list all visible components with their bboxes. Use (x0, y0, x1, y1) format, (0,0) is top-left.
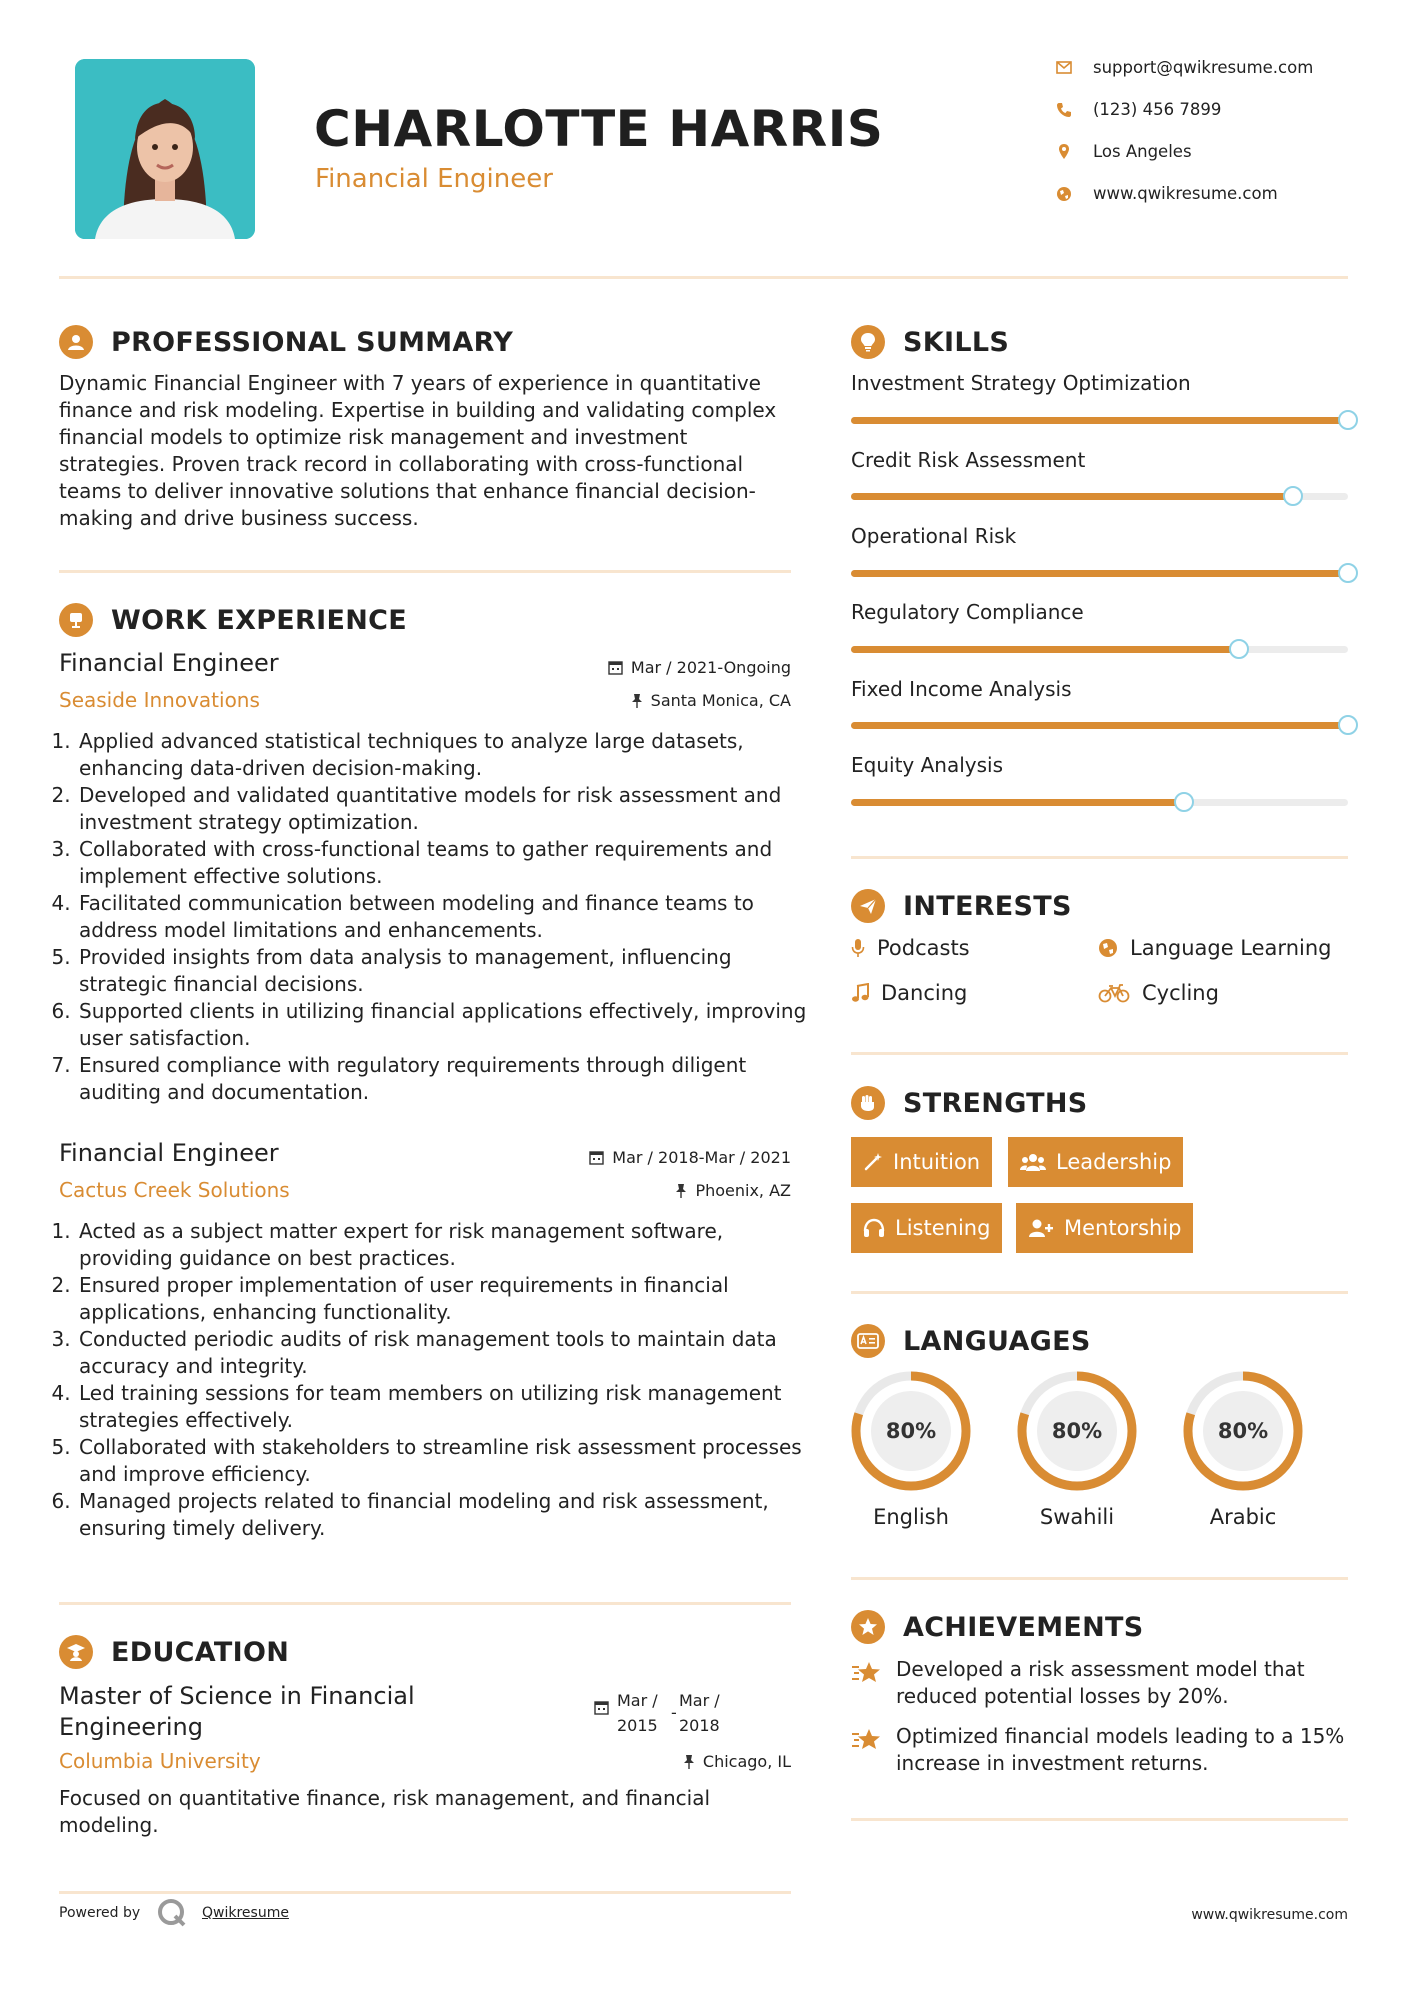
skill-bar (851, 646, 1348, 653)
headphones-icon (863, 1218, 885, 1238)
language-ring (1016, 1370, 1138, 1492)
music-note-icon (851, 983, 869, 1003)
skill-bar-knob (1338, 563, 1358, 583)
skill-bar (851, 493, 1348, 500)
achievement-item: Developed a risk assessment model that reduced potential losses by 20%. (896, 1657, 1305, 1708)
skill-name: Investment Strategy Optimization (851, 371, 1191, 395)
graduate-icon (59, 1635, 93, 1669)
list-item: 4. Facilitated communication between modeling and finance teams to address model limitations and enhancements. (77, 890, 807, 944)
languages-divider (851, 1577, 1348, 1580)
candidate-name: CHARLOTTE HARRIS (314, 100, 884, 158)
education-description: Focused on quantitative finance, risk management, and financial modeling. (59, 1786, 711, 1837)
interest-item: Dancing (851, 981, 967, 1005)
contact-phone-text: (123) 456 7899 (1093, 100, 1222, 119)
contact-website[interactable] (1055, 184, 1278, 203)
education-divider (59, 1891, 791, 1894)
skill-bar-knob (1229, 639, 1249, 659)
job-2-location: Phoenix, AZ (675, 1181, 791, 1200)
list-item: 3. Collaborated with cross-functional teams to gather requirements and implement effective solutions. (77, 836, 807, 890)
language-percent: 80% (1217, 1419, 1269, 1443)
skill-bar-fill (851, 493, 1293, 500)
header-divider (59, 276, 1348, 279)
language-name: Arabic (1209, 1505, 1277, 1529)
interest-item: Cycling (1098, 981, 1219, 1005)
powered-by-label: Powered by (59, 1905, 141, 1921)
job-1-role: Financial Engineer (59, 649, 279, 677)
qwikresume-logo-icon (157, 1898, 187, 1932)
briefcase-icon (59, 603, 93, 637)
interest-item: Language Learning (1098, 936, 1331, 960)
profile-photo (75, 59, 255, 239)
education-degree: Master of Science in Financial Engineering (59, 1682, 415, 1741)
star-badge-icon (851, 1610, 885, 1644)
list-item: 2. Ensured proper implementation of user requirements in financial applications, enhancing functionality. (77, 1272, 807, 1326)
contact-website-text: www.qwikresume.com (1093, 184, 1278, 203)
envelope-icon (1055, 59, 1073, 77)
skill-bar (851, 417, 1348, 424)
achievement-item: Optimized financial models leading to a 15% increase in investment returns. (896, 1724, 1345, 1775)
skill-name: Regulatory Compliance (851, 600, 1084, 624)
fist-icon (851, 1086, 885, 1120)
skill-bar (851, 722, 1348, 729)
job-2-bullets (59, 1218, 807, 1542)
star-icon (851, 1727, 883, 1757)
pushpin-icon (675, 1183, 687, 1198)
pushpin-icon (683, 1754, 695, 1769)
user-icon (59, 325, 93, 359)
language-name: English (873, 1505, 949, 1529)
list-item: 7. Ensured compliance with regulatory requirements through diligent auditing and documentation. (77, 1052, 807, 1106)
calendar-icon (608, 660, 623, 675)
job-1-dates: Mar / 2021-Ongoing (608, 658, 791, 677)
language-percent: 80% (1051, 1419, 1103, 1443)
summary-divider (59, 570, 791, 573)
contact-location-text: Los Angeles (1093, 142, 1192, 161)
skill-name: Credit Risk Assessment (851, 448, 1086, 472)
skill-bar-knob (1338, 715, 1358, 735)
education-heading: EDUCATION (59, 1635, 289, 1669)
achievements-divider (851, 1818, 1348, 1821)
globe-icon (1098, 938, 1118, 958)
interest-item: Podcasts (851, 936, 970, 960)
contact-location (1055, 142, 1192, 161)
list-item: 3. Conducted periodic audits of risk management tools to maintain data accuracy and integrity. (77, 1326, 807, 1380)
skill-name: Equity Analysis (851, 753, 1004, 777)
language-ring (850, 1370, 972, 1492)
users-icon (1020, 1152, 1046, 1172)
education-location: Chicago, IL (683, 1752, 791, 1771)
skills-heading: SKILLS (851, 325, 1009, 359)
strength-tag: Intuition (851, 1137, 992, 1187)
list-item: 6. Managed projects related to financial modeling and risk assessment, ensuring timely delivery. (77, 1488, 807, 1542)
strength-tag: Mentorship (1016, 1203, 1193, 1253)
skill-bar-knob (1174, 792, 1194, 812)
globe-icon (1055, 185, 1073, 203)
lightbulb-icon (851, 325, 885, 359)
map-pin-icon (1055, 143, 1073, 161)
skill-bar-fill (851, 646, 1239, 653)
languages-heading: LANGUAGES (851, 1324, 1091, 1358)
summary-text: Dynamic Financial Engineer with 7 years of experience in quantitative finance and risk modeling. Expertise in building and validating complex financial models to optimize risk management and investment strategies. Proven track record in collaborating with cross-functional teams to deliver innovative solutions that enhance financial decision-making and drive business success. (59, 371, 777, 530)
list-item: 1. Acted as a subject matter expert for risk management software, providing guidance on best practices. (77, 1218, 807, 1272)
pushpin-icon (631, 693, 643, 708)
contact-email-text: support@qwikresume.com (1093, 58, 1314, 77)
skill-bar (851, 799, 1348, 806)
experience-divider (59, 1602, 791, 1605)
list-item: 4. Led training sessions for team members on utilizing risk management strategies effectively. (77, 1380, 807, 1434)
contact-phone[interactable] (1055, 100, 1221, 119)
candidate-title: Financial Engineer (315, 164, 553, 194)
list-item: 5. Provided insights from data analysis to management, influencing strategic financial decisions. (77, 944, 807, 998)
strengths-heading: STRENGTHS (851, 1086, 1088, 1120)
job-2-company: Cactus Creek Solutions (59, 1178, 290, 1202)
footer-website[interactable]: www.qwikresume.com (1191, 1907, 1348, 1923)
job-1-company: Seaside Innovations (59, 688, 260, 712)
bicycle-icon (1098, 983, 1130, 1003)
user-plus-icon (1028, 1218, 1054, 1238)
achievements-heading: ACHIEVEMENTS (851, 1610, 1144, 1644)
language-percent: 80% (885, 1419, 937, 1443)
experience-heading: WORK EXPERIENCE (59, 603, 407, 637)
language-card-icon (851, 1324, 885, 1358)
qwikresume-link[interactable]: Qwikresume (202, 1905, 289, 1921)
interests-heading: INTERESTS (851, 889, 1072, 923)
education-dates: Mar / 2015 - Mar / 2018 (594, 1688, 720, 1738)
paper-plane-icon (851, 889, 885, 923)
language-ring (1182, 1370, 1304, 1492)
skill-bar-fill (851, 799, 1184, 806)
magic-wand-icon (863, 1152, 883, 1172)
skills-divider (851, 856, 1348, 859)
job-1-bullets (59, 728, 807, 1106)
skill-bar-fill (851, 722, 1348, 729)
strength-tag: Leadership (1008, 1137, 1183, 1187)
skill-bar-fill (851, 417, 1348, 424)
education-school: Columbia University (59, 1749, 261, 1773)
list-item: 2. Developed and validated quantitative models for risk assessment and investment strategy optimization. (77, 782, 807, 836)
list-item: 6. Supported clients in utilizing financial applications effectively, improving user satisfaction. (77, 998, 807, 1052)
language-name: Swahili (1039, 1505, 1115, 1529)
microphone-icon (851, 938, 865, 958)
skill-bar-fill (851, 570, 1348, 577)
list-item: 1. Applied advanced statistical techniques to analyze large datasets, enhancing data-driven decision-making. (77, 728, 807, 782)
job-2-role: Financial Engineer (59, 1139, 279, 1167)
strengths-divider (851, 1291, 1348, 1294)
list-item: 5. Collaborated with stakeholders to streamline risk assessment processes and improve efficiency. (77, 1434, 807, 1488)
star-icon (851, 1660, 883, 1690)
strength-tag: Listening (851, 1203, 1002, 1253)
interests-divider (851, 1052, 1348, 1055)
calendar-icon (594, 1700, 609, 1715)
phone-icon (1055, 101, 1073, 119)
skill-bar-knob (1283, 486, 1303, 506)
skill-bar (851, 570, 1348, 577)
contact-email[interactable] (1055, 58, 1313, 77)
job-2-dates: Mar / 2018-Mar / 2021 (589, 1148, 791, 1167)
skill-name: Operational Risk (851, 524, 1017, 548)
summary-heading: PROFESSIONAL SUMMARY (59, 325, 513, 359)
job-1-location: Santa Monica, CA (631, 691, 791, 710)
skill-bar-knob (1338, 410, 1358, 430)
calendar-icon (589, 1150, 604, 1165)
skill-name: Fixed Income Analysis (851, 677, 1072, 701)
